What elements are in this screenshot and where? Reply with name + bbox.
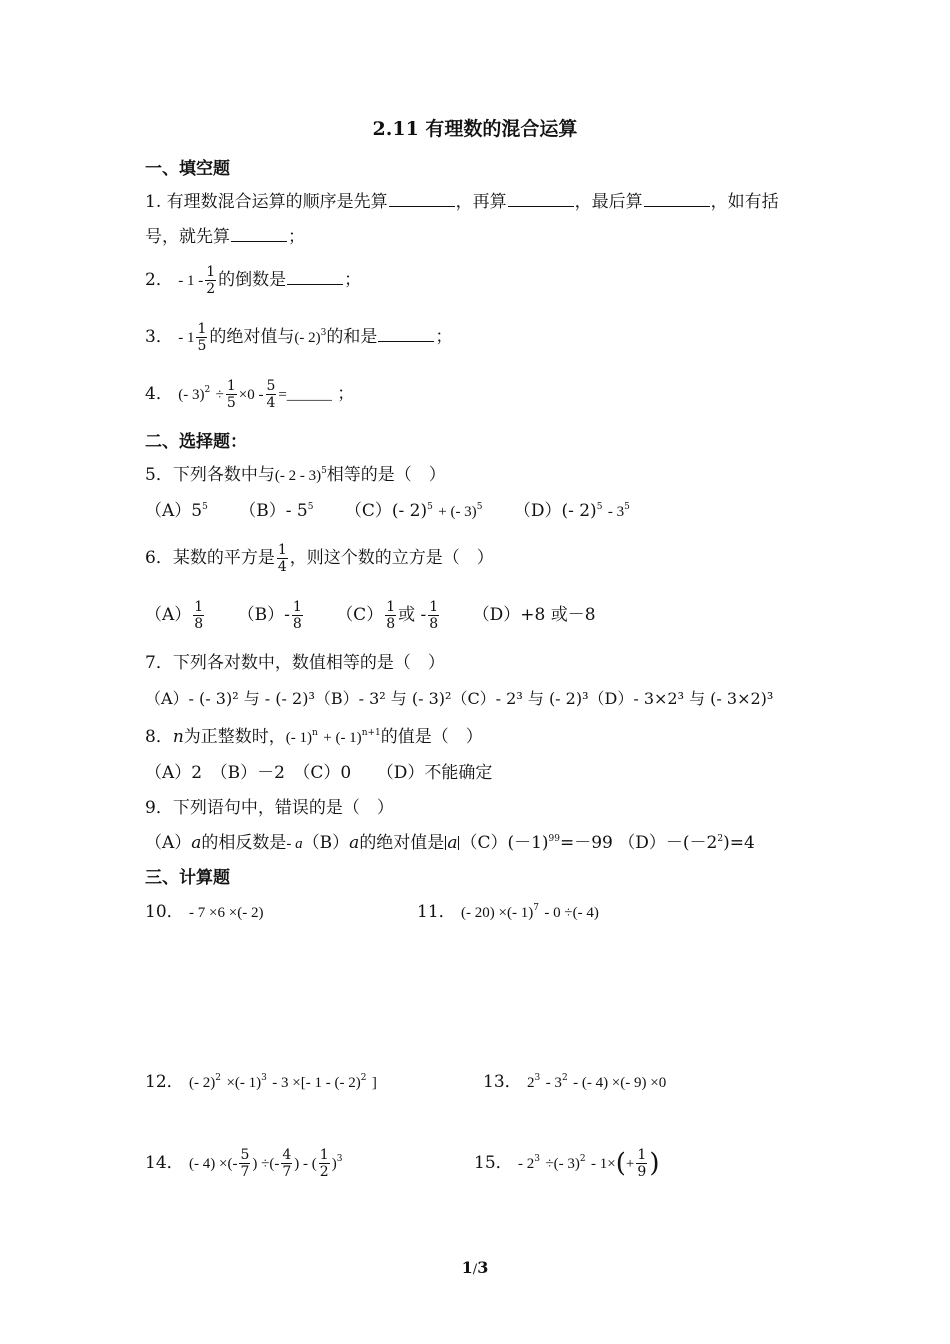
answer-blank — [378, 325, 434, 342]
section-calc-heading: 三、计算题 — [145, 868, 230, 888]
fraction: $\frac{1}{2}$ — [206, 264, 216, 297]
q2-text: 的倒数是 — [218, 270, 287, 290]
question-7-options: （A）- (- 3)² 与 - (- 2)³（B）- 3² 与 (- 3)²（C）- 2³ 与 (- 2)³（D）- 3×2³ 与 (- 3×2)³ — [145, 689, 774, 708]
question-10: 10． - 7 ×6 ×(- 2) — [145, 902, 264, 922]
option-d: （D）－(－2 — [618, 833, 718, 853]
fraction: $\frac{5}{4}$ — [266, 378, 276, 411]
question-9: 9．下列语句中，错误的是（ ） — [145, 798, 394, 818]
question-8: 8．n为正整数时，(- 1)$^n$ + (- 1)$^{n+1}$的值是（ ） — [145, 727, 483, 747]
question-1-cont — [145, 225, 305, 248]
question-5-options: $(A)5^5$ （B）- $5^5$ （C）(- 2)$^5$ + (- 3)$^5$ （D）(- $2)^5 - 3^5$ — [145, 501, 630, 521]
fraction: $\frac{1}{4}$ — [277, 542, 287, 575]
option-a: （A） — [145, 833, 192, 853]
answer-blank — [508, 190, 574, 207]
question-6: 6．某数的平方是 $\frac{1}{4}$ ，则这个数的立方是（ ） — [145, 542, 494, 575]
question-8-options: （A）2 （B）－2 （C）0 （D）不能确定 — [145, 763, 493, 783]
section-choice-heading: 二、选择题： — [145, 432, 247, 452]
option-c: （C）(- 2) — [344, 501, 428, 521]
section-fill-heading: 一、填空题 — [145, 159, 230, 179]
fraction: $\frac{1}{5}$ — [197, 321, 207, 354]
q1-text: ，再算 — [455, 192, 507, 212]
q3-number: 3． — [145, 327, 173, 347]
option-a: （A）5 — [145, 501, 203, 521]
answer-blank — [287, 268, 343, 285]
q3-expression: - 1 — [178, 330, 195, 346]
fraction: $\frac{1}{5}$ — [226, 378, 236, 411]
option-c: （C）(－1) — [460, 833, 549, 853]
question-11: 11． (- 20) ×(- 1)$^7$ - 0 ÷(- 4) — [417, 902, 599, 922]
question-14: 14． (- 4) ×(- $\frac{5}{7}$ ) ÷(- $\frac{4}{7}$ ) - ( $\frac{1}{2}$ )$^3$ — [145, 1147, 343, 1180]
option-b: （B）- — [237, 605, 290, 625]
question-15: 15． - $2^3$ ÷(- 3)$^2$ - 1×(+ $\frac{1}{9}$ ) — [474, 1147, 660, 1180]
q1-text: ，如有括 — [710, 192, 779, 212]
question-3: 3． - 1 $\frac{1}{5}$ 的绝对值与(- 2)$^3$的和是 ； — [145, 321, 453, 354]
option-a: （A） — [145, 605, 192, 625]
q4-number: 4． — [145, 384, 173, 404]
q1-text: 1. 有理数混合运算的顺序是先算 — [145, 192, 388, 212]
page-title: 2.11 有理数的混合运算 — [372, 118, 578, 140]
option-c: （C） — [336, 605, 384, 625]
question-1 — [145, 190, 779, 213]
option-d: （D）+8 或－8 — [472, 605, 596, 625]
q2-expression: - 1 - — [178, 273, 204, 289]
option-d: （D）(- 2) — [513, 501, 597, 521]
question-2: 2． - 1 - $\frac{1}{2}$ 的倒数是 ； — [145, 264, 362, 297]
question-7: 7．下列各对数中，数值相等的是（ ） — [145, 653, 445, 673]
q1-text: ，最后算 — [574, 192, 643, 212]
question-9-options: （A）a的相反数是- a（B）a的绝对值是 a $(C)(-1)^{99}=-99$ $(D)-(-2^2)=4$ — [145, 833, 755, 853]
question-4: 4． (- 3)$^2$ ÷ $\frac{1}{5}$ ×0 - $\frac{5}{4}$ =______ ； — [145, 378, 355, 411]
q1-text: ； — [288, 227, 305, 247]
option-b: （B） — [302, 833, 350, 853]
answer-blank — [231, 225, 287, 242]
option-b: （B）- 5 — [239, 501, 308, 521]
question-5: 5．下列各数中与(- 2 - 3)$^5$相等的是（ ） — [145, 465, 446, 485]
question-12: 12． (- 2)$^2$ ×(- 1)$^3$ - 3 ×[- 1 - (- 2)$^2$ ] — [145, 1072, 377, 1092]
q2-number: 2． — [145, 270, 173, 290]
answer-blank — [389, 190, 455, 207]
question-13: 13． $2^3 - 3^2$ - (- 4) ×(- 9) ×0 — [483, 1072, 667, 1092]
question-6-options: （A） $\frac{1}{8}$ （B）- $\frac{1}{8}$ （C） $\frac{1}{8}$ 或 - $\frac{1}{8}$ （D）+8 或－8 — [145, 599, 596, 632]
q1-text: 号，就先算 — [145, 227, 230, 247]
answer-blank — [644, 190, 710, 207]
page-number: 1/3 — [461, 1258, 489, 1277]
